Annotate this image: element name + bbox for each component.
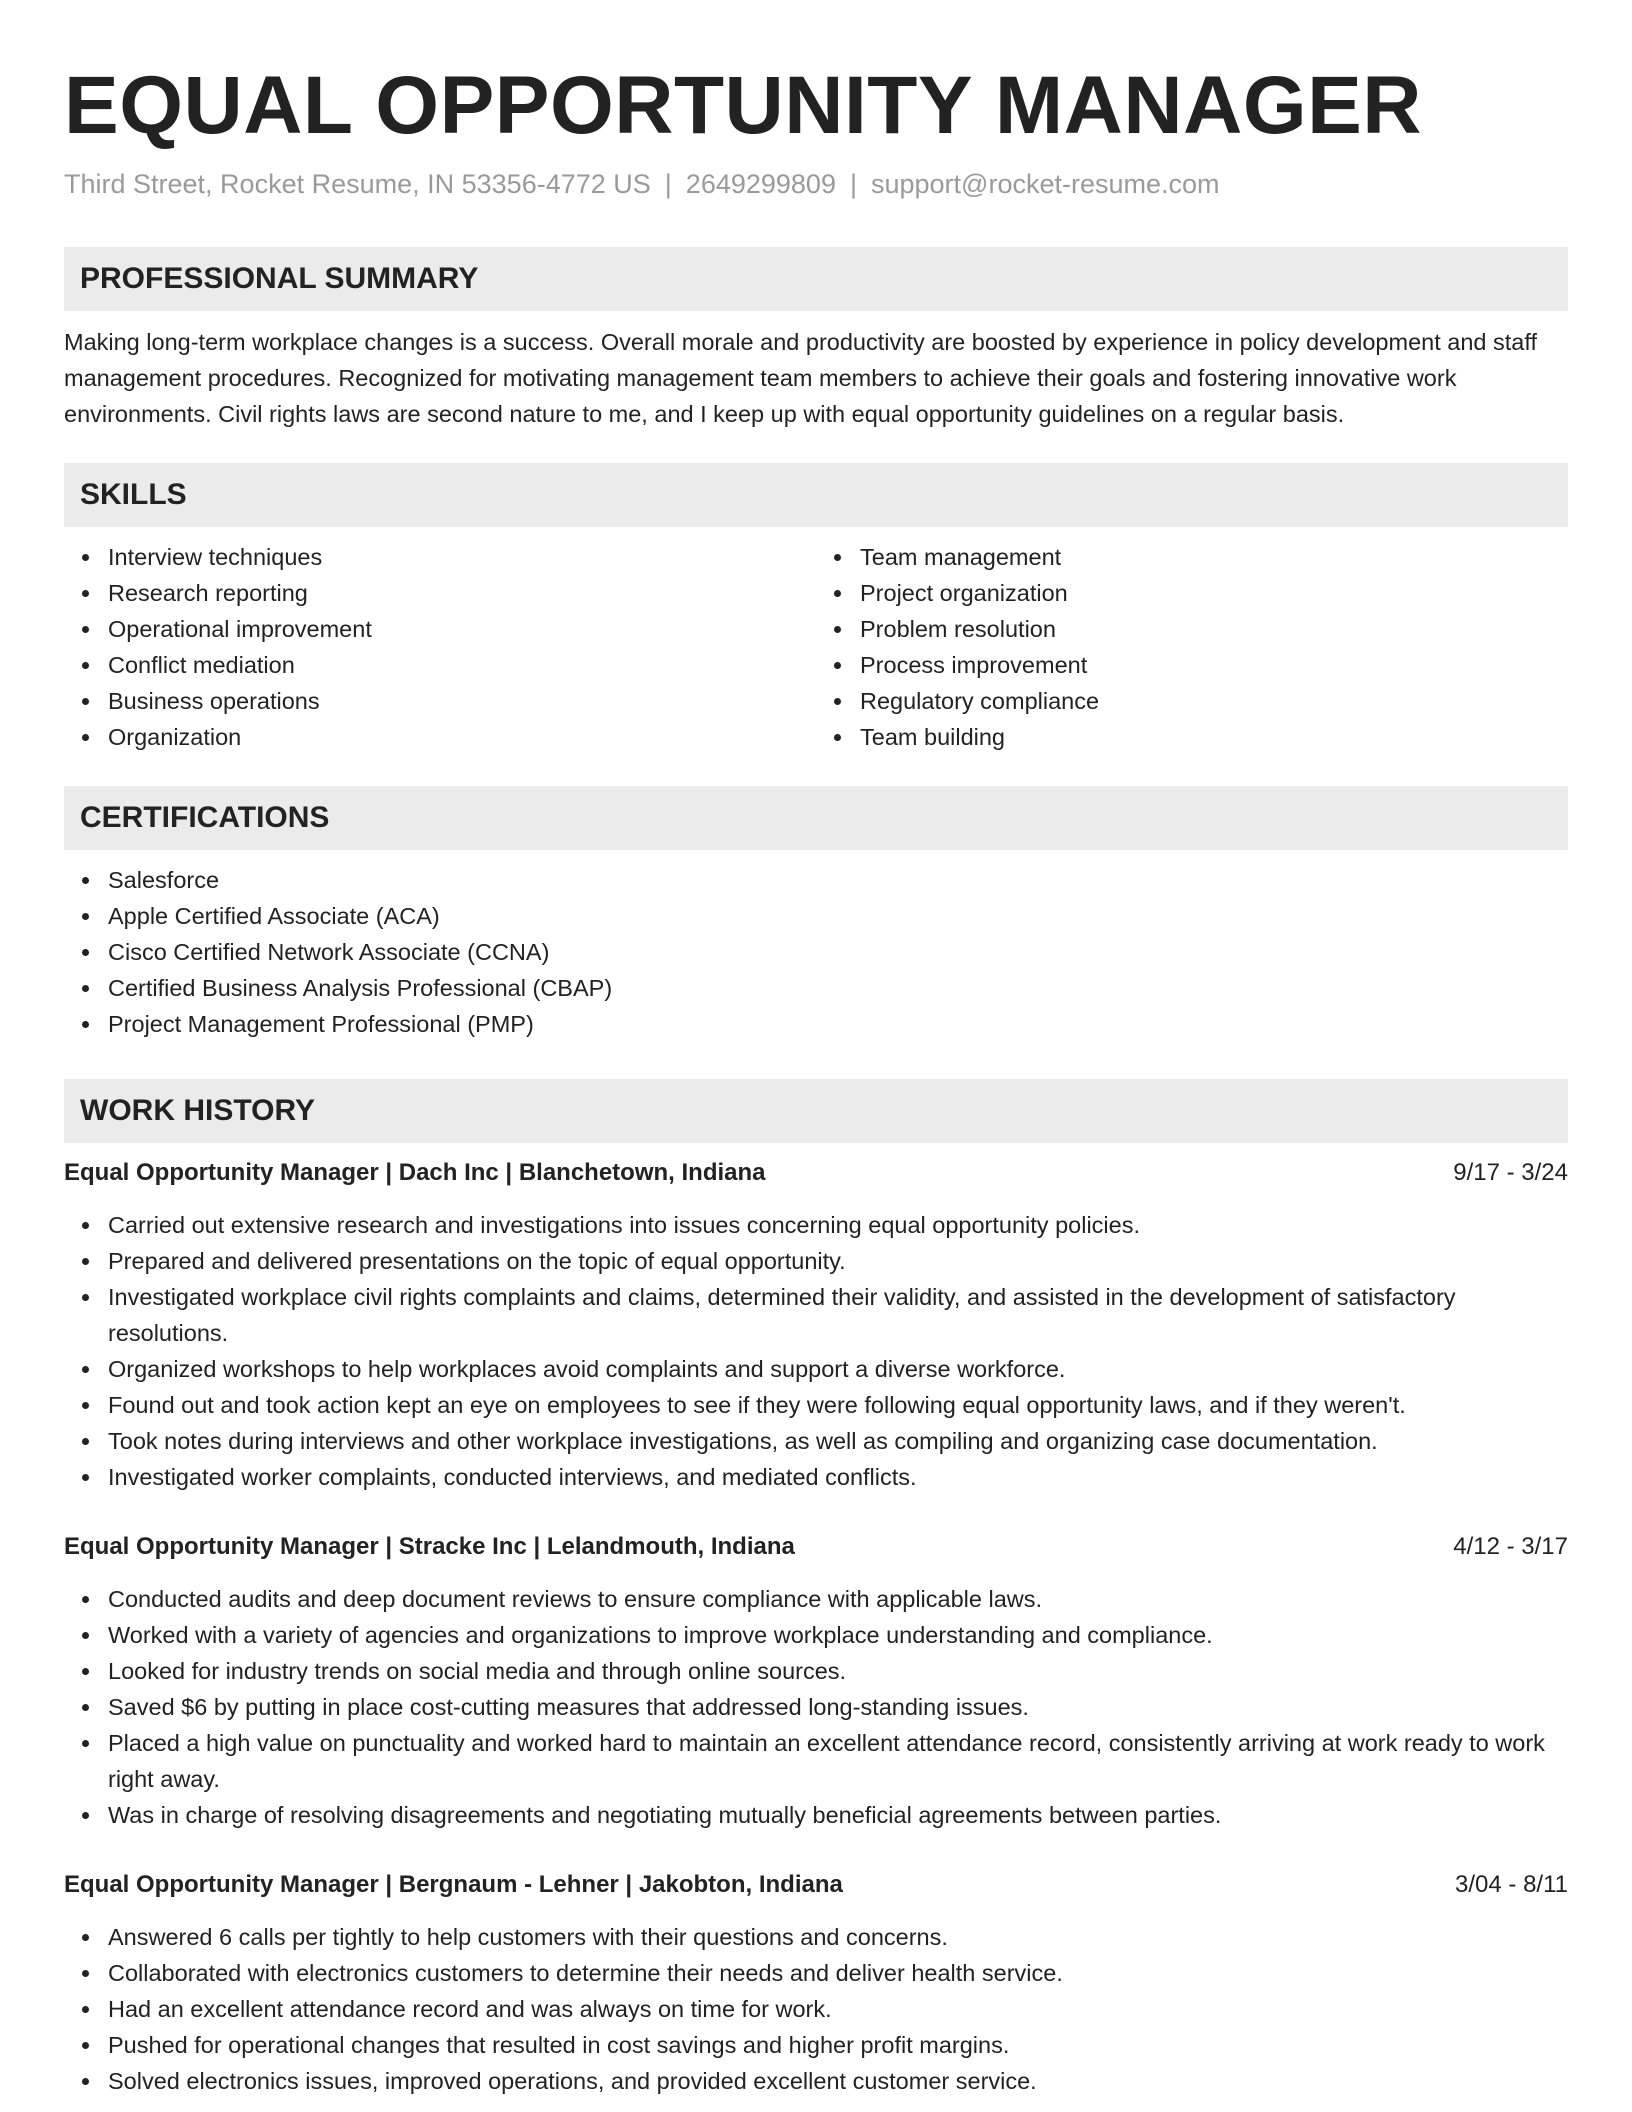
job-header [64,1867,1568,1903]
certification-item: Salesforce [108,862,1568,898]
job-dates: 4/12 - 3/17 [1453,1533,1568,1560]
job-bullets [64,1207,1568,1495]
job-header [64,1155,1568,1191]
job-bullet: Prepared and delivered presentations on the topic of equal opportunity. [108,1243,1568,1279]
job-bullet: Placed a high value on punctuality and worked hard to maintain an excellent attendance record, consistently arriving at work ready to work right away. [108,1725,1568,1797]
job-header [64,1529,1568,1565]
job-bullets [64,1919,1568,2099]
contact-separator: | [664,169,672,199]
job-bullet: Saved $6 by putting in place cost-cutting measures that addressed long-standing issues. [108,1689,1568,1725]
skills-grid [64,539,1568,755]
job-bullet: Worked with a variety of agencies and organizations to improve workplace understanding and compliance. [108,1617,1568,1653]
skill-item: Team management [860,539,1568,575]
certification-item: Certified Business Analysis Professional (CBAP) [108,970,1568,1006]
job-bullet: Looked for industry trends on social media and through online sources. [108,1653,1568,1689]
resume-title: EQUAL OPPORTUNITY MANAGER [64,60,1423,151]
job-bullet: Found out and took action kept an eye on employees to see if they were following equal opportunity laws, and if they weren't. [108,1387,1568,1423]
skills-left-list [64,539,816,755]
summary-heading: PROFESSIONAL SUMMARY [64,247,1568,311]
skill-item: Team building [860,719,1568,755]
job-bullet: Solved electronics issues, improved operations, and provided excellent customer service. [108,2063,1568,2099]
certifications-heading: CERTIFICATIONS [64,786,1568,850]
job-entry [64,1155,1568,1495]
job-bullet: Investigated worker complaints, conducted interviews, and mediated conflicts. [108,1459,1568,1495]
skill-item: Organization [108,719,816,755]
job-bullet: Organized workshops to help workplaces avoid complaints and support a diverse workforce. [108,1351,1568,1387]
contact-phone: 2649299809 [685,169,836,199]
job-entry [64,1529,1568,1833]
job-title: Equal Opportunity Manager | Bergnaum - Lehner | Jakobton, Indiana [64,1871,843,1898]
job-dates: 9/17 - 3/24 [1453,1159,1568,1186]
skill-item: Research reporting [108,575,816,611]
job-title: Equal Opportunity Manager | Dach Inc | Blanchetown, Indiana [64,1159,766,1186]
work-history-heading: WORK HISTORY [64,1079,1568,1143]
skill-item: Interview techniques [108,539,816,575]
job-bullet: Conducted audits and deep document reviews to ensure compliance with applicable laws. [108,1581,1568,1617]
certification-item: Project Management Professional (PMP) [108,1006,1568,1042]
job-entry [64,1867,1568,2099]
skill-item: Business operations [108,683,816,719]
contact-address: Third Street, Rocket Resume, IN 53356-4772 US [64,169,651,199]
job-bullets [64,1581,1568,1833]
skill-item: Operational improvement [108,611,816,647]
job-bullet: Had an excellent attendance record and was always on time for work. [108,1991,1568,2027]
skill-item: Regulatory compliance [860,683,1568,719]
job-bullet: Collaborated with electronics customers to determine their needs and deliver health service. [108,1955,1568,1991]
job-bullet: Pushed for operational changes that resulted in cost savings and higher profit margins. [108,2027,1568,2063]
contact-line [64,166,1568,202]
certification-item: Cisco Certified Network Associate (CCNA) [108,934,1568,970]
contact-separator: | [849,169,857,199]
job-bullet: Answered 6 calls per tightly to help customers with their questions and concerns. [108,1919,1568,1955]
certifications-list [64,862,1568,1042]
skills-heading: SKILLS [64,463,1568,527]
skill-item: Process improvement [860,647,1568,683]
skill-item: Problem resolution [860,611,1568,647]
job-bullet: Carried out extensive research and investigations into issues concerning equal opportunity policies. [108,1207,1568,1243]
certification-item: Apple Certified Associate (ACA) [108,898,1568,934]
skills-right-list [816,539,1568,755]
summary-text: Making long-term workplace changes is a success. Overall morale and productivity are boosted by experience in policy development and staff management procedures. Recognized for motivating management team members to achieve their goals and fostering innovative work environments. Civil rights laws are second nature to me, and I keep up with equal opportunity guidelines on a regular basis. [64,329,1537,427]
job-bullet: Took notes during interviews and other workplace investigations, as well as compiling and organizing case documentation. [108,1423,1568,1459]
job-bullet: Investigated workplace civil rights complaints and claims, determined their validity, and assisted in the development of satisfactory resolutions. [108,1279,1568,1351]
skill-item: Project organization [860,575,1568,611]
job-dates: 3/04 - 8/11 [1455,1871,1568,1898]
job-bullet: Was in charge of resolving disagreements and negotiating mutually beneficial agreements between parties. [108,1797,1568,1833]
contact-email: support@rocket-resume.com [870,169,1220,199]
job-title: Equal Opportunity Manager | Stracke Inc | Lelandmouth, Indiana [64,1533,795,1560]
skill-item: Conflict mediation [108,647,816,683]
